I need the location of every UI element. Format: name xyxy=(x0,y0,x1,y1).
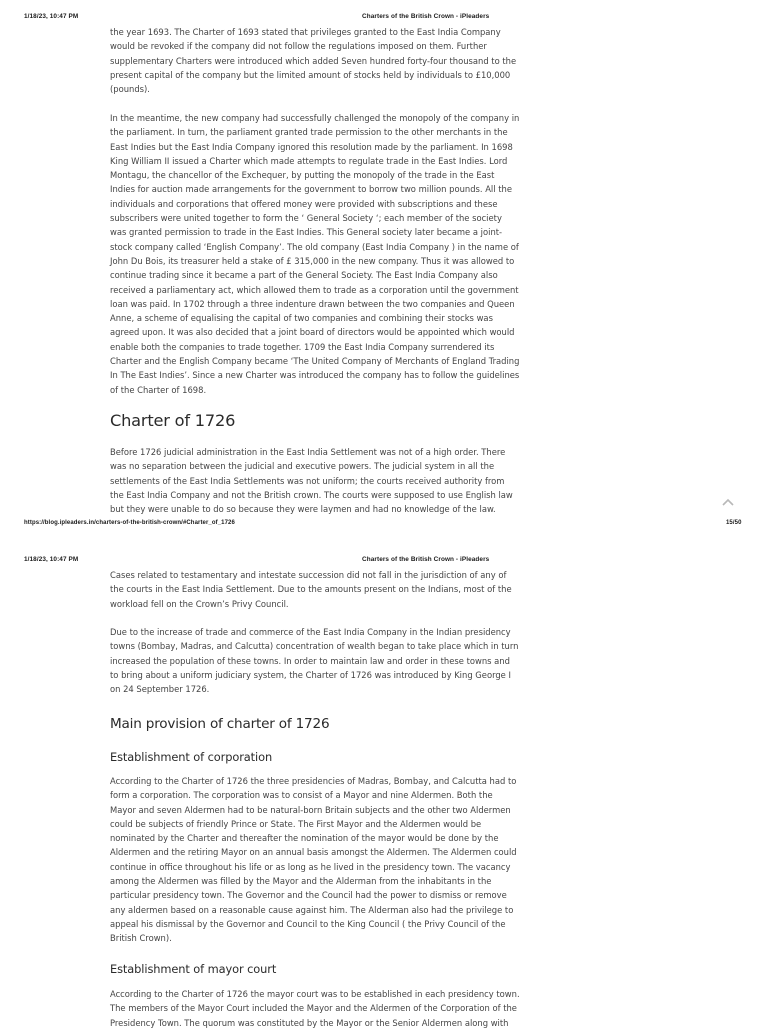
paragraph: In the meantime, the new company had successfully challenged the monopoly of the company in the parliament. In turn, the parliament granted trade permission to the other merchants in the East Indies but the East India Company ignored this resolution made by the parliament. In 1698 King William II issued a Charter which made attempts to regulate trade in the East Indies. Lord Montagu, the chancellor of the Exchequer, by putting the monopoly of the trade in the East Indies for auction made arrangements for the government to borrow two million pounds. All the individuals and corporations that offered money were provided with subscriptions and these subscribers were united together to form the ‘ General Society ‘; each member of the society was granted permission to trade in the East Indies. This General society later became a joint-stock company called ‘English Company’. The old company (East India Company ) in the name of John Du Bois, its treasurer held a stake of £ 315,000 in the new company. Thus it was allowed to continue trading since it became a part of the General Society. The East India Company also received a parliamentary act, which allowed them to trade as a corporation until the government loan was paid. In 1702 through a three indenture drawn between the two companies and Queen Anne, a scheme of equalising the capital of two companies and combining their stocks was agreed upon. It was also decided that a joint board of directors would be appointed which would enable both the companies to trade together. 1709 the East India Company surrendered its Charter and the English Company became ‘The United Company of Merchants of England Trading In The East Indies’. Since a new Charter was introduced the company has to follow the guidelines of the Charter of 1698. xyxy=(110,113,520,395)
paragraph: the year 1693. The Charter of 1693 stated that privileges granted to the East India Company would be revoked if the company did not follow the regulations imposed on them. Further supplementary Charters were introduced which added Seven hundred forty-four thousand to the present capital of the company but the limited amount of stocks held by individuals to £10,000 (pounds). xyxy=(110,27,517,95)
print-header-date: 1/18/23, 10:47 PM xyxy=(24,556,79,563)
print-header-date: 1/18/23, 10:47 PM xyxy=(24,13,79,20)
page-break xyxy=(0,532,768,550)
chevron-up-icon xyxy=(720,494,736,510)
print-header-title: Charters of the British Crown - iPleaders xyxy=(362,556,490,563)
subsection-heading: Establishment of corporation xyxy=(110,750,273,764)
print-footer-page-number: 15/50 xyxy=(726,520,742,526)
scroll-to-top-button[interactable] xyxy=(720,494,736,510)
paragraph: Due to the increase of trade and commerce of the East India Company in the Indian presidency towns (Bombay, Madras, and Calcutta) concentration of wealth began to take place which in turn increased the population of these towns. In order to maintain law and order in these towns and to bring about a uniform judiciary system, the Charter of 1726 was introduced by King George I on 24 September 1726. xyxy=(110,627,519,695)
section-heading: Main provision of charter of 1726 xyxy=(110,716,330,732)
print-header-title: Charters of the British Crown - iPleaders xyxy=(362,13,490,20)
section-heading: Charter of 1726 xyxy=(110,411,236,430)
paragraph: Before 1726 judicial administration in the East India Settlement was not of a high order. There was no separation between the judicial and executive powers. The judicial system in all the settlements of the East India Settlements was not uniform; the courts received authority from the East India Company and not the British crown. The courts were supposed to use English law but they were unable to do so because they were laymen and had no knowledge of the law. xyxy=(110,447,513,515)
paragraph: Cases related to testamentary and intestate succession did not fall in the jurisdiction of any of the courts in the East India Settlement. Due to the amounts present on the Indians, most of the workload fell on the Crown’s Privy Council. xyxy=(110,570,512,609)
print-footer-url[interactable]: https://blog.ipleaders.in/charters-of-the-british-crown/#Charter_of_1726 xyxy=(24,520,235,526)
paragraph: According to the Charter of 1726 the mayor court was to be established in each presidency town. The members of the Mayor Court included the Mayor and the Aldermen of the Corporation of the Presidency Town. The quorum was constituted by the Mayor or the Senior Aldermen along with xyxy=(110,989,520,1028)
paragraph: According to the Charter of 1726 the three presidencies of Madras, Bombay, and Calcutta had to form a corporation. The corporation was to consist of a Mayor and nine Aldermen. Both the Mayor and seven Aldermen had to be natural-born Britain subjects and the other two Aldermen could be subjects of friendly Prince or State. The First Mayor and the Aldermen would be nominated by the Charter and thereafter the nomination of the mayor would be done by the Aldermen and the retiring Mayor on an annual basis amongst the Aldermen. The Aldermen could continue in office throughout his life or as long as he lived in the presidency town. The vacancy among the Aldermen was filled by the Mayor and the Alderman from the inhabitants in the particular presidency town. The Governor and the Council had the power to dismiss or remove any aldermen based on a reasonable cause against him. The Alderman also had the privilege to appeal his dismissal by the Governor and Council to the King Council ( the Privy Council of the British Crown). xyxy=(110,776,517,944)
subsection-heading: Establishment of mayor court xyxy=(110,962,277,976)
